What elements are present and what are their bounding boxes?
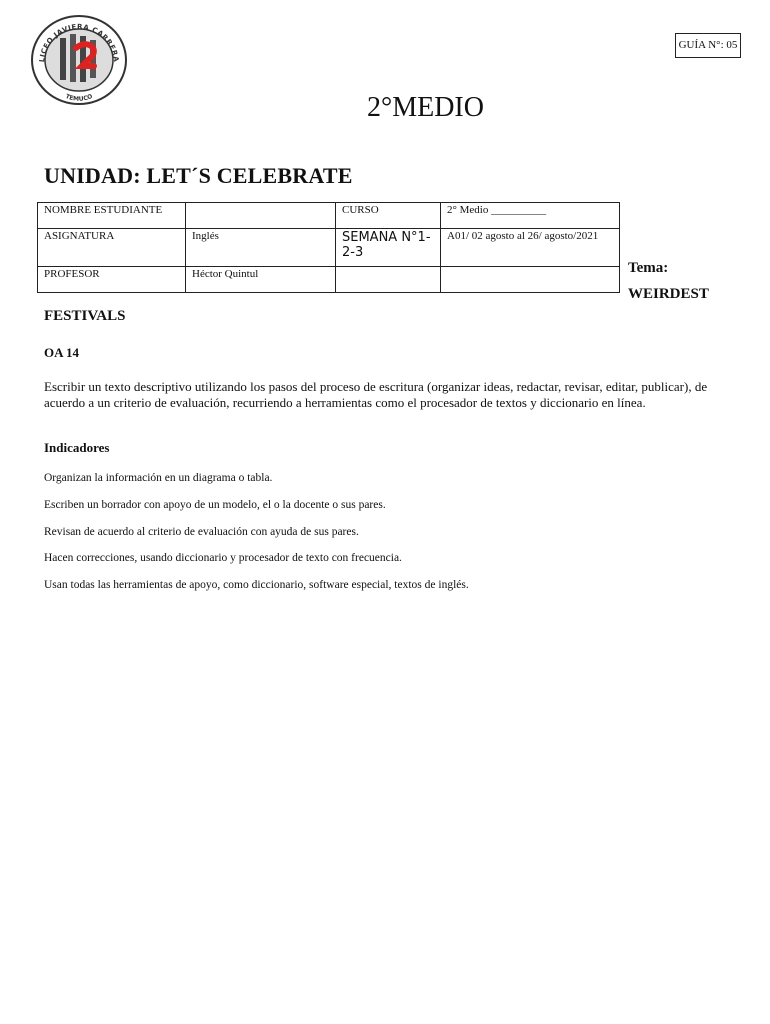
indicator-item: Organizan la información en un diagrama o tabla. bbox=[44, 472, 273, 484]
indicator-item: Hacen correcciones, usando diccionario y procesador de texto con frecuencia. bbox=[44, 552, 402, 564]
indicators-title: Indicadores bbox=[44, 440, 110, 455]
course-value: 2° Medio __________ bbox=[441, 203, 620, 229]
student-info-table bbox=[37, 202, 620, 293]
topic-block bbox=[628, 255, 709, 307]
table-cell-label: ASIGNATURA bbox=[38, 229, 186, 267]
table-row bbox=[38, 229, 620, 267]
svg-text:TEMUCO: TEMUCO bbox=[64, 92, 94, 103]
table-row bbox=[38, 203, 620, 229]
indicator-item: Usan todas las herramientas de apoyo, como diccionario, software especial, textos de inglés. bbox=[44, 579, 469, 591]
date-range-value: A01/ 02 agosto al 26/ agosto/2021 bbox=[441, 229, 620, 267]
table-cell-label: PROFESOR bbox=[38, 267, 186, 293]
objective-description: Escribir un texto descriptivo utilizando los pasos del proceso de escritura (organizar ideas, redactar, revisar, editar, publicar), de acuerdo a un criterio de evaluación, recurriendo a herramientas como el procesador de textos y diccionario en línea. bbox=[44, 379, 708, 410]
table-cell-label: CURSO bbox=[336, 203, 441, 229]
table-cell-label: NOMBRE ESTUDIANTE bbox=[38, 203, 186, 229]
table-cell-empty bbox=[441, 267, 620, 293]
topic-label: Tema: bbox=[628, 260, 669, 276]
indicator-item: Revisan de acuerdo al criterio de evaluación con ayuda de sus pares. bbox=[44, 526, 359, 538]
level-title: 2°MEDIO bbox=[367, 92, 484, 123]
topic-value: WEIRDEST bbox=[628, 286, 709, 302]
section-title: FESTIVALS bbox=[44, 308, 126, 324]
week-value: SEMANA N°1-2-3 bbox=[336, 229, 441, 267]
objective-title: OA 14 bbox=[44, 345, 80, 360]
school-logo bbox=[30, 14, 128, 106]
subject-value: Inglés bbox=[186, 229, 336, 267]
unit-title: UNIDAD: LET´S CELEBRATE bbox=[44, 163, 353, 188]
table-cell-empty bbox=[336, 267, 441, 293]
indicator-item: Escriben un borrador con apoyo de un modelo, el o la docente o sus pares. bbox=[44, 499, 386, 511]
student-name-field[interactable] bbox=[186, 203, 336, 229]
teacher-value: Héctor Quintul bbox=[186, 267, 336, 293]
svg-text:LICEO JAVIERA CARRERA: LICEO JAVIERA CARRERA bbox=[37, 22, 121, 63]
table-row bbox=[38, 267, 620, 293]
guide-number-box: GUÍA N°: 05 bbox=[675, 33, 741, 58]
